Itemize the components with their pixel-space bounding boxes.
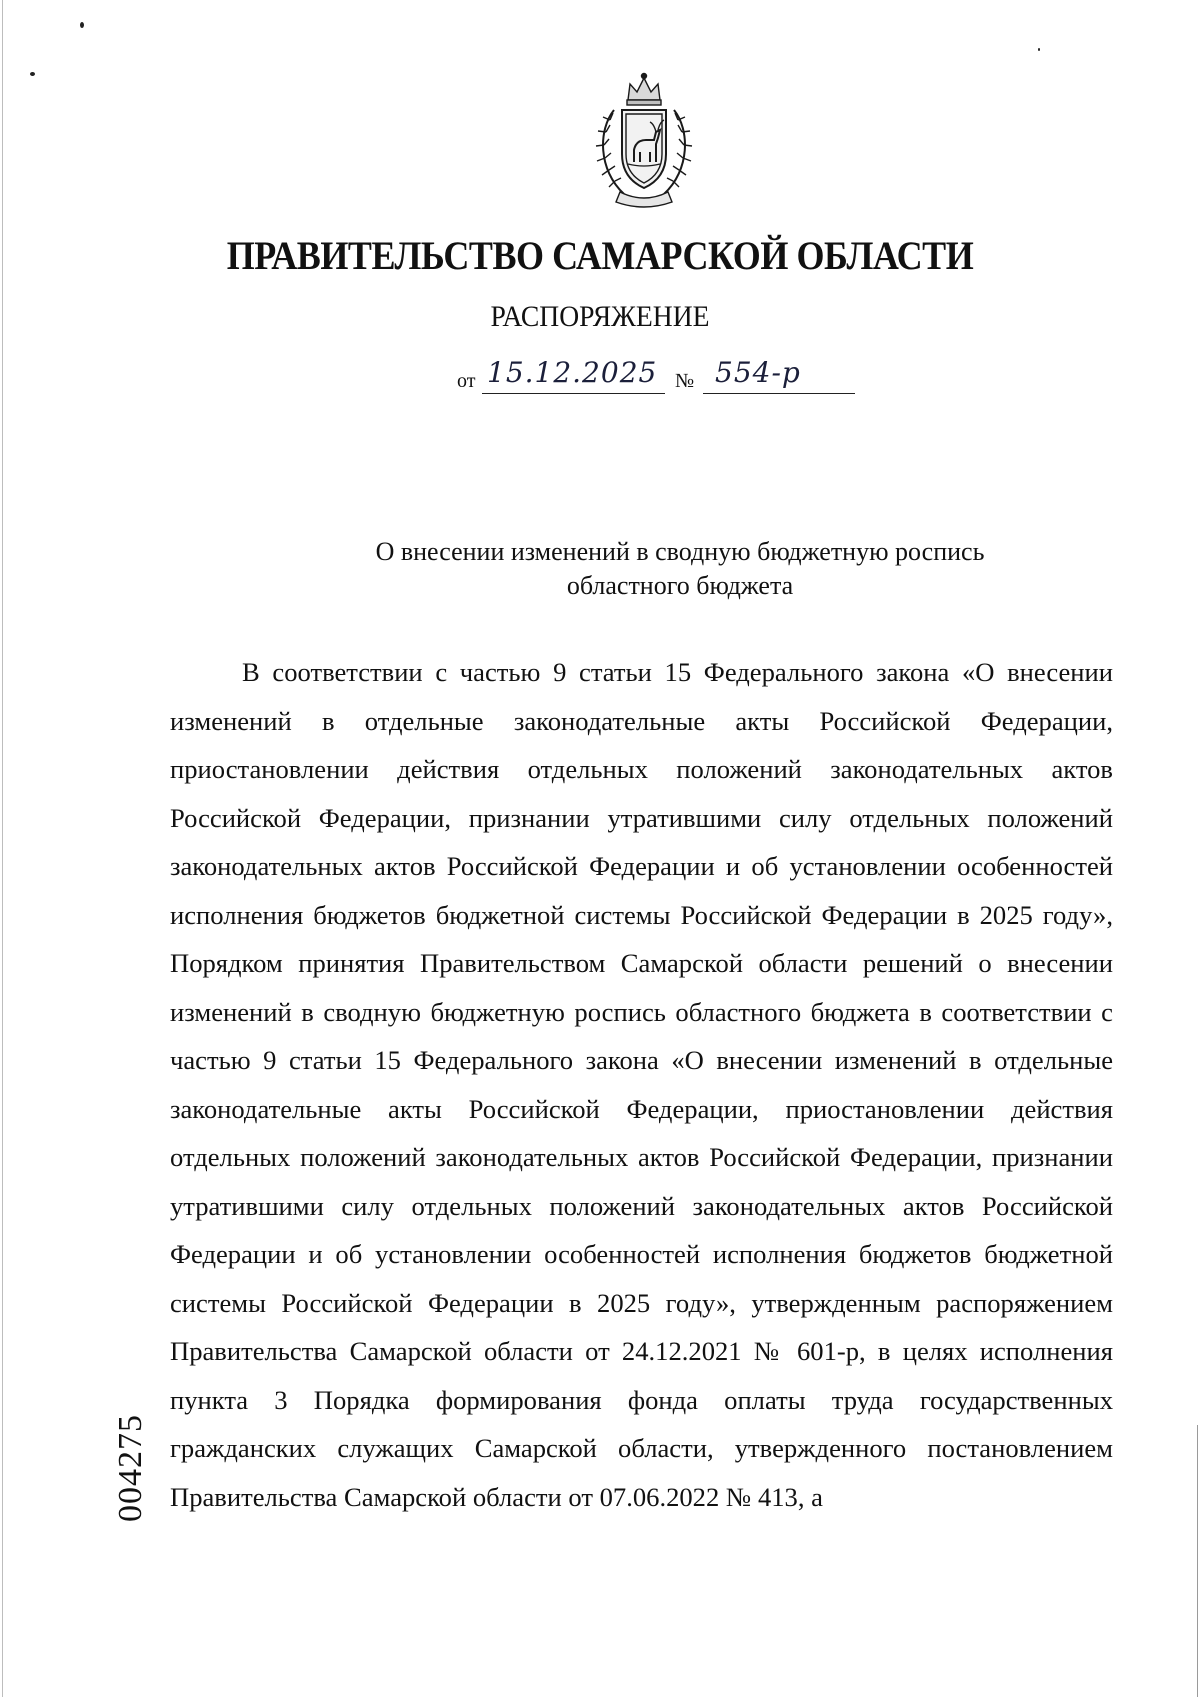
date-value: 15.12.2025 [487,356,658,389]
subject-line: О внесении изменений в сводную бюджетную роспись [375,537,985,566]
number-value: 554-р [715,356,801,389]
registration-number-text: 004275 [112,1414,149,1522]
scan-right-edge [1197,1425,1198,1697]
number-prefix: № [675,370,695,392]
samara-region-coat-of-arms-icon [584,70,704,210]
subject-line: областного бюджета [566,571,794,600]
document-subject [300,535,1060,603]
body-paragraph: В соответствии с частью 9 статьи 15 Федерального закона «О внесении изменений в отдельные законодательные акты Российской Федерации, приостановлении действия отдельных положений законодательных актов Российской Федерации, признании утратившими силу отдельных положений законодательных актов Российской Федерации и об установлении особенностей исполнения бюджетов бюджетной системы Российской Федерации в 2025 году», Порядком принятия Правительством Самарской области решений о внесении изменений в сводную бюджетную роспись областного бюджета в соответствии с частью 9 статьи 15 Федерального закона «О внесении изменений в отдельные законодательные акты Российской Федерации, приостановлении действия отдельных положений законодательных актов Российской Федерации, признании утратившими силу отдельных положений законодательных актов Российской Федерации и об установлении особенностей исполнения бюджетов бюджетной системы Российской Федерации в 2025 году», утвержденным распоряжением Правительства Самарской области от 24.12.2021 № 601-р, в целях исполнения пункта 3 Порядка формирования фонда оплаты труда государственных гражданских служащих Самарской области, утвержденного постановлением Правительства Самарской области от 07.06.2022 № 413, а [170,657,1113,1512]
scan-speck [1038,48,1040,51]
scan-left-edge [2,0,3,1697]
organization-title: ПРАВИТЕЛЬСТВО САМАРСКОЙ ОБЛАСТИ [226,233,974,278]
date-prefix: от [457,370,476,392]
scan-speck [30,72,35,76]
scan-speck [80,22,84,28]
date-underline [482,393,665,394]
document-type: РАСПОРЯЖЕНИЕ [490,300,710,333]
number-underline [703,393,855,394]
